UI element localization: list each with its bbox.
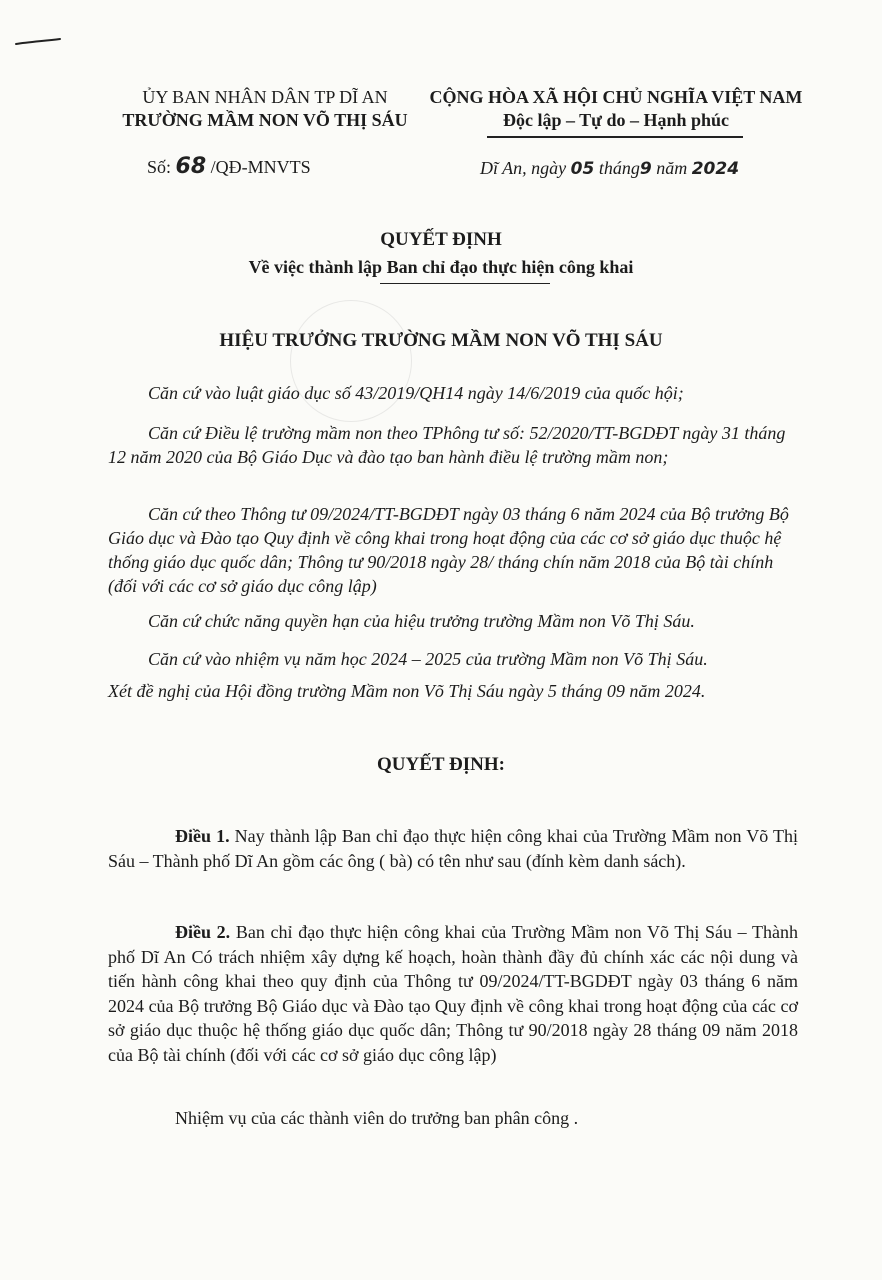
date-year-label: năm bbox=[656, 158, 688, 178]
duty-assignment-note: Nhiệm vụ của các thành viên do trưởng ban phân công . bbox=[175, 1108, 579, 1128]
decision-subject: Về việc thành lập Ban chỉ đạo thực hiện công khai bbox=[248, 257, 634, 277]
article-2 bbox=[108, 920, 798, 1067]
date-year: 2024 bbox=[691, 159, 740, 179]
article-1-label: Điều 1. bbox=[175, 826, 230, 846]
nation-line-2: Độc lập – Tự do – Hạnh phúc bbox=[502, 110, 730, 130]
article-1-text: Nay thành lập Ban chỉ đạo thực hiện công khai của Trường Mầm non Võ Thị Sáu – Thành phố Dĩ An gồm các ông ( bà) có tên như sau (đính kèm danh sách). bbox=[108, 826, 799, 871]
subject-underline bbox=[380, 283, 550, 284]
motto-underline bbox=[487, 136, 743, 138]
number-suffix: /QĐ-MNVTS bbox=[210, 157, 311, 177]
basis-6: Xét đề nghị của Hội đồng trường Mầm non Võ Thị Sáu ngày 5 tháng 09 năm 2024. bbox=[108, 681, 706, 701]
date-month: 9 bbox=[639, 159, 652, 179]
org-line-2: TRƯỜNG MẦM NON VÕ THỊ SÁU bbox=[122, 110, 408, 130]
pen-mark bbox=[14, 34, 64, 50]
basis-3: Căn cứ theo Thông tư 09/2024/TT-BGDĐT ngày 03 tháng 6 năm 2024 của Bộ trưởng Bộ Giáo dục và Đào tạo Quy định về công khai trong hoạt động của các cơ sở giáo dục thuộc hệ thống giáo dục quốc dân; Thông tư 90/2018 ngày 28/ tháng chín năm 2018 của Bộ tài chính (đối với các cơ sở giáo dục công lập) bbox=[108, 504, 789, 596]
nation-line-1: CỘNG HÒA XÃ HỘI CHỦ NGHĨA VIỆT NAM bbox=[429, 87, 803, 107]
authority-heading: HIỆU TRƯỞNG TRƯỜNG MẦM NON VÕ THỊ SÁU bbox=[219, 330, 663, 351]
basis-1: Căn cứ vào luật giáo dục số 43/2019/QH14 ngày 14/6/2019 của quốc hội; bbox=[148, 383, 684, 403]
national-motto bbox=[416, 86, 816, 132]
basis-2: Căn cứ Điều lệ trường mầm non theo TPhông tư số: 52/2020/TT-BGDĐT ngày 31 tháng 12 năm 2020 của Bộ Giáo Dục và đào tạo ban hành điều lệ trường mầm non; bbox=[108, 423, 786, 467]
issuing-authority bbox=[100, 86, 430, 132]
document-number bbox=[147, 154, 311, 179]
date-prefix: Dĩ An, ngày bbox=[480, 158, 567, 178]
article-2-label: Điều 2. bbox=[175, 922, 231, 942]
basis-5: Căn cứ vào nhiệm vụ năm học 2024 – 2025 của trường Mầm non Võ Thị Sáu. bbox=[148, 649, 708, 669]
number-handwritten: 68 bbox=[175, 154, 207, 179]
decision-heading: QUYẾT ĐỊNH: bbox=[377, 754, 505, 775]
number-prefix: Số: bbox=[147, 157, 172, 177]
article-2-text: Ban chỉ đạo thực hiện công khai của Trường Mầm non Võ Thị Sáu – Thành phố Dĩ An Có trách nhiệm xây dựng kế hoạch, hoàn thành đầy đủ chính xác các nội dung và tiến hành công khai theo quy định của Thông tư 09/2024/TT-BGDĐT ngày 03 tháng 6 năm 2024 của Bộ trưởng Bộ Giáo dục và Đào tạo Quy định về công khai trong hoạt động của các cơ sở giáo dục thuộc hệ thống giáo dục quốc dân; Thông tư 90/2018 ngày 28 tháng 09 năm 2018 của Bộ tài chính (đối với các cơ sở giáo dục công lập) bbox=[108, 922, 799, 1065]
article-1 bbox=[108, 824, 798, 873]
org-line-1: ỦY BAN NHÂN DÂN TP DĨ AN bbox=[142, 87, 388, 107]
decision-title: QUYẾT ĐỊNH bbox=[380, 229, 502, 250]
basis-4: Căn cứ chức năng quyền hạn của hiệu trưởng trường Mầm non Võ Thị Sáu. bbox=[148, 611, 695, 631]
date-day: 05 bbox=[570, 159, 595, 179]
date-month-label: tháng bbox=[598, 158, 640, 178]
document-date bbox=[480, 158, 739, 179]
